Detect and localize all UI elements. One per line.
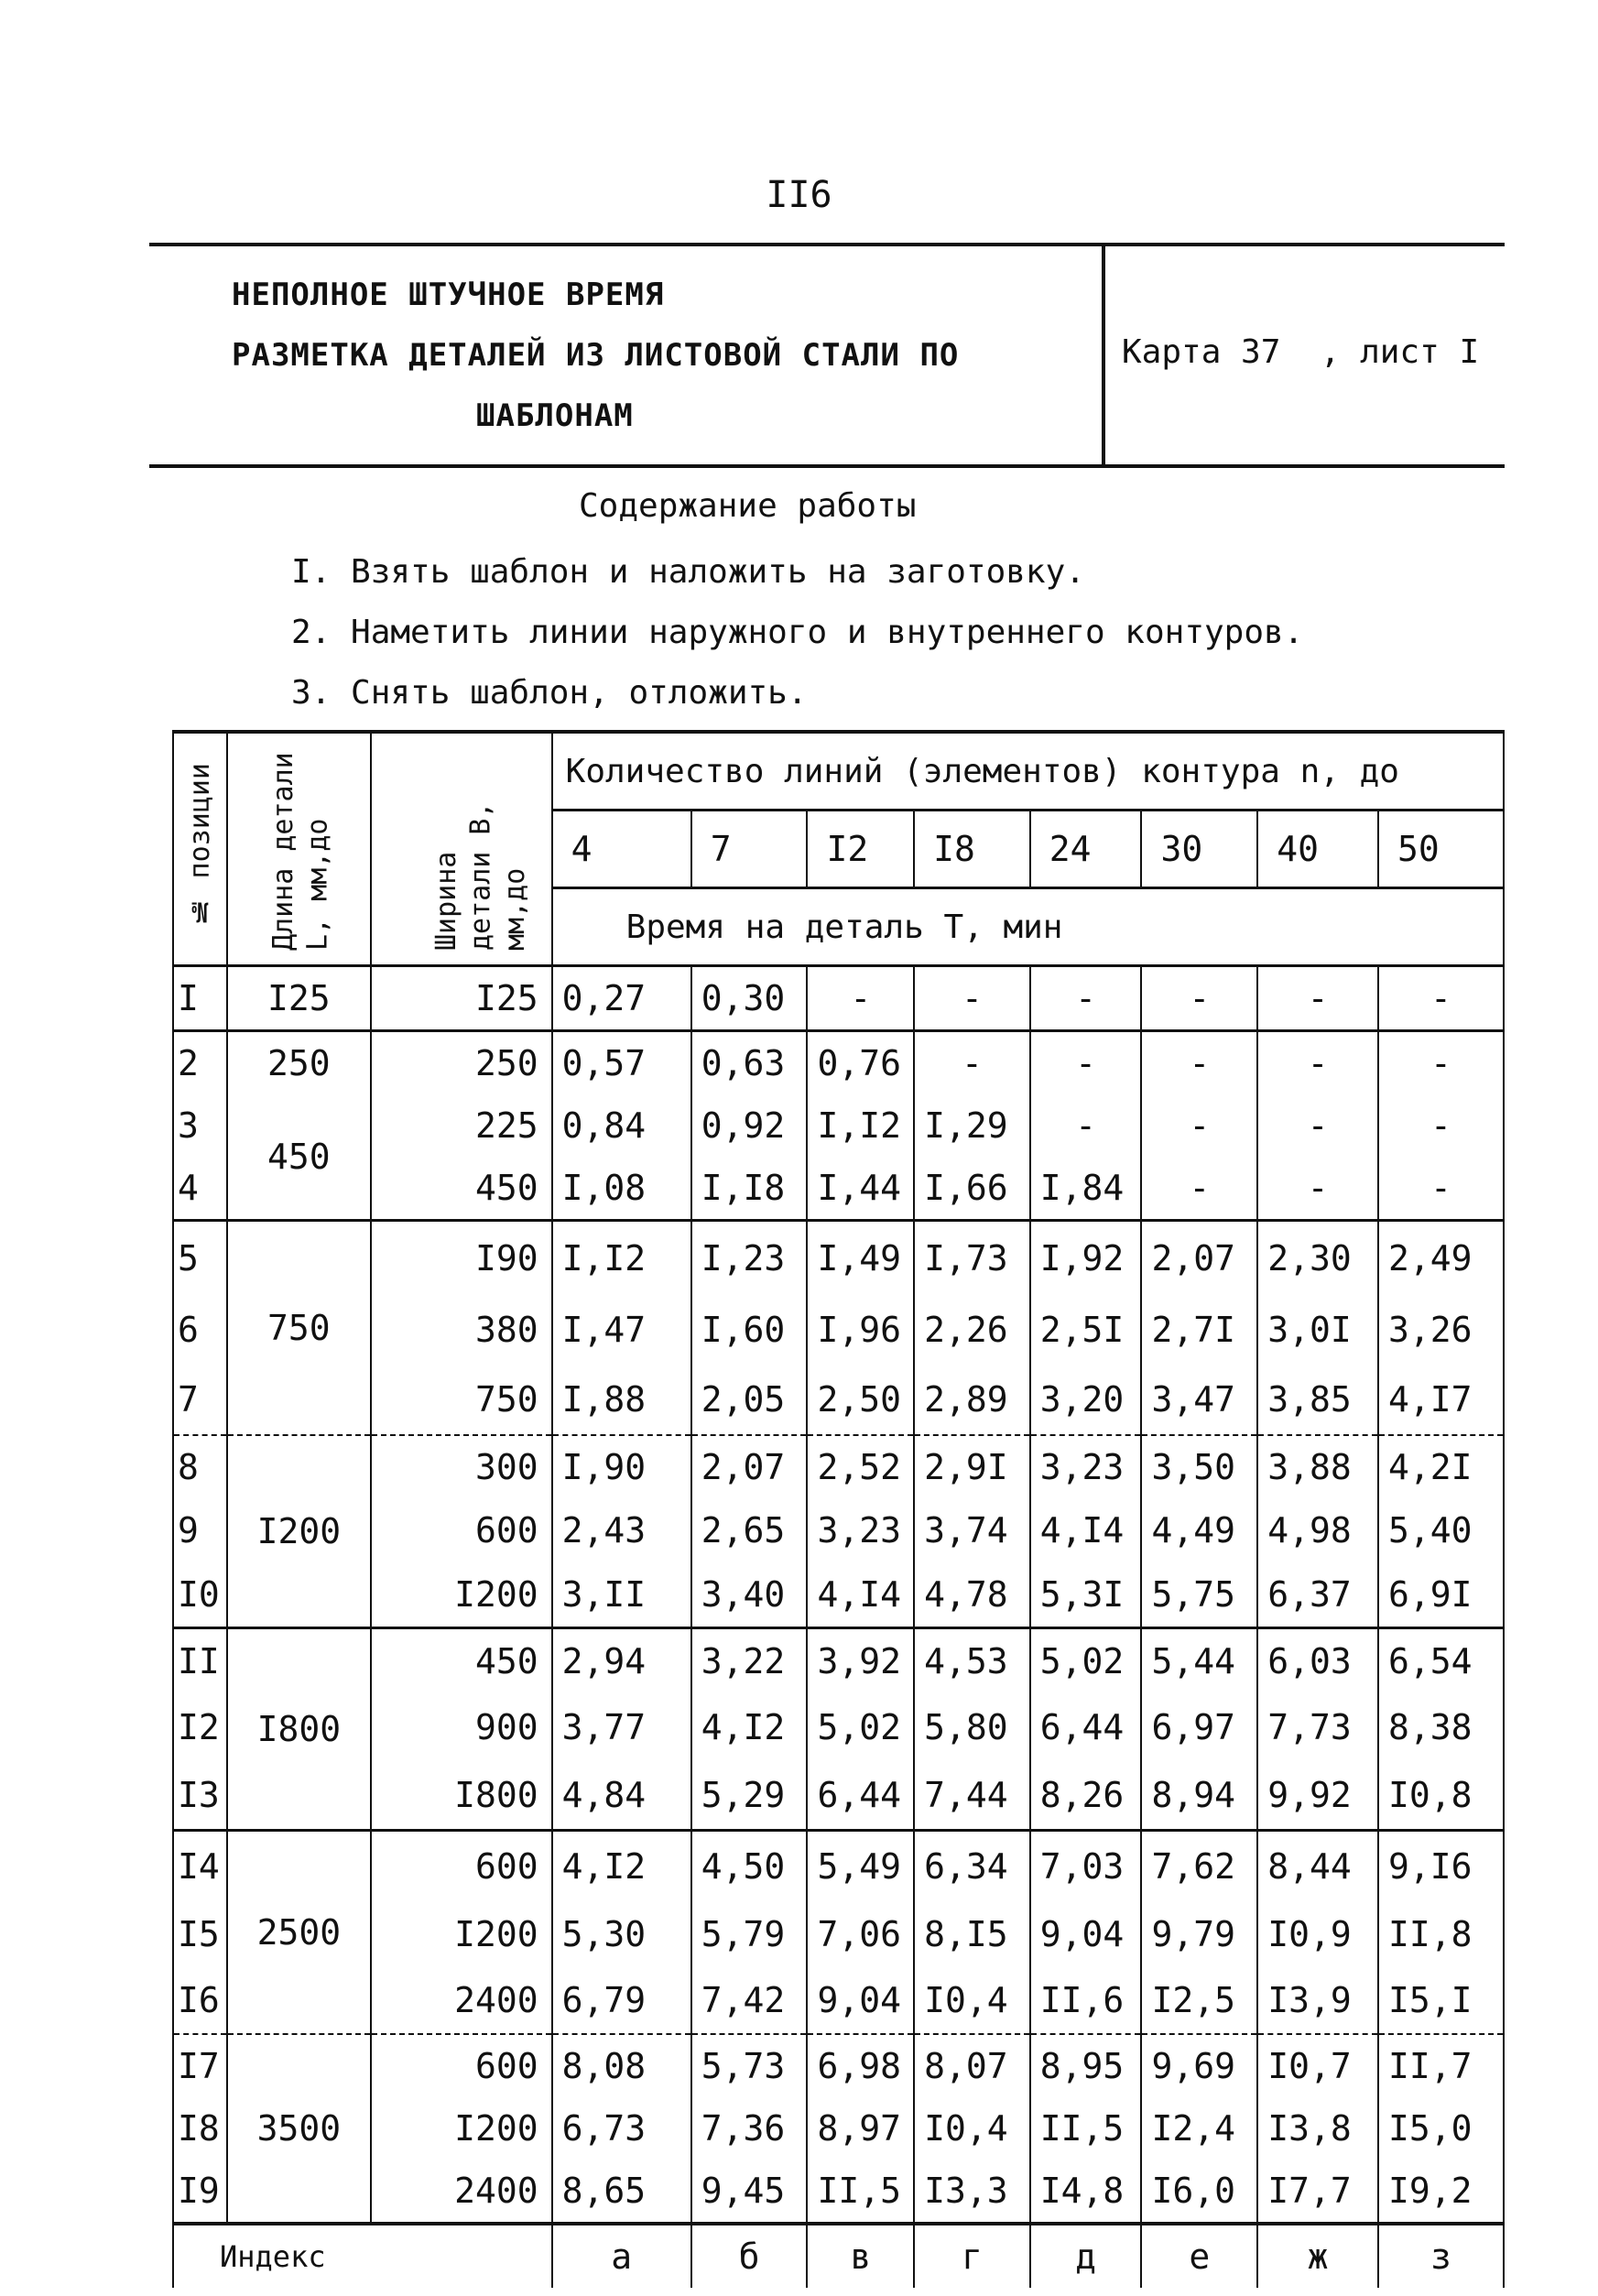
time-cell: 7,03 [1030,1831,1142,1902]
position-cell: 7 [173,1365,227,1435]
time-cell: I,08 [552,1157,691,1221]
index-value: ж [1257,2224,1378,2288]
time-cell: 9,69 [1141,2034,1257,2097]
time-cell: - [1257,1031,1378,1095]
time-cell: 5,49 [807,1831,914,1902]
time-cell: I3,8 [1257,2097,1378,2160]
page-number: II6 [766,174,832,216]
table-row [173,1157,1504,1221]
width-cell: 600 [371,1498,552,1562]
time-cell: 5,44 [1141,1628,1257,1694]
time-cell: - [1141,1031,1257,1095]
time-cell: 5,30 [552,1901,691,1967]
width-cell: 250 [371,1031,552,1095]
header-divider [1102,243,1105,467]
time-cell: 5,3I [1030,1562,1142,1628]
time-cell: I0,4 [914,2097,1030,2160]
time-cell: 7,73 [1257,1693,1378,1761]
time-cell: - [1378,1094,1504,1157]
position-cell: I4 [173,1831,227,1902]
index-row [173,2224,1504,2288]
position-cell: I2 [173,1693,227,1761]
time-cell: 9,I6 [1378,1831,1504,1902]
time-cell: 7,06 [807,1901,914,1967]
index-value: д [1030,2224,1142,2288]
time-cell: 4,I7 [1378,1365,1504,1435]
time-cell: 7,62 [1141,1831,1257,1902]
work-step-1: I. Взять шаблон и наложить на заготовку. [291,553,1085,591]
time-cell: 9,45 [691,2160,808,2224]
time-cell: 2,26 [914,1295,1030,1365]
time-cell: 3,II [552,1562,691,1628]
time-cell: 9,04 [1030,1901,1142,1967]
time-cell: 4,84 [552,1761,691,1831]
table-row [173,1295,1504,1365]
time-cell: 5,79 [691,1901,808,1967]
time-cell: - [1378,1157,1504,1221]
time-cell: 3,23 [1030,1435,1142,1498]
time-cell: I,23 [691,1221,808,1296]
lines-count-value: 30 [1141,811,1257,888]
position-cell: I9 [173,2160,227,2224]
position-cell: 4 [173,1157,227,1221]
time-cell: 2,89 [914,1365,1030,1435]
time-cell: 8,26 [1030,1761,1142,1831]
width-cell: 2400 [371,1967,552,2034]
time-cell: 3,26 [1378,1295,1504,1365]
header-title-line2: РАЗМЕТКА ДЕТАЛЕЙ ИЗ ЛИСТОВОЙ СТАЛИ ПО [232,337,960,374]
time-cell: I,I8 [691,1157,808,1221]
table-row [173,1901,1504,1967]
time-per-part-header: Время на деталь Т, мин [552,888,1504,966]
length-cell: 2500 [227,1831,371,2035]
time-cell: 4,50 [691,1831,808,1902]
time-cell: I,84 [1030,1157,1142,1221]
time-cell: I,90 [552,1435,691,1498]
width-cell: 380 [371,1295,552,1365]
lines-count-value: 7 [691,811,808,888]
time-cell: 2,07 [691,1435,808,1498]
time-cell: 0,92 [691,1094,808,1157]
time-cell: - [1257,1094,1378,1157]
lines-count-value: I2 [807,811,914,888]
time-cell: - [1030,1031,1142,1095]
time-cell: 4,49 [1141,1498,1257,1562]
time-cell: I,I2 [552,1221,691,1296]
table-row [173,1031,1504,1095]
time-cell: I,29 [914,1094,1030,1157]
time-norm-table [172,730,1505,2288]
time-cell: 4,I4 [1030,1498,1142,1562]
time-cell: I5,I [1378,1967,1504,2034]
width-cell: I25 [371,966,552,1031]
time-cell: 9,79 [1141,1901,1257,1967]
time-cell: 0,63 [691,1031,808,1095]
time-cell: I6,0 [1141,2160,1257,2224]
time-cell: 3,20 [1030,1365,1142,1435]
width-cell: I200 [371,1562,552,1628]
length-cell: I25 [227,966,371,1031]
length-cell: 3500 [227,2034,371,2224]
table-row [173,1628,1504,1694]
time-cell: 2,07 [1141,1221,1257,1296]
time-cell: I3,3 [914,2160,1030,2224]
time-cell: 2,43 [552,1498,691,1562]
lines-count-value: 4 [552,811,691,888]
time-cell: 7,42 [691,1967,808,2034]
position-cell: 6 [173,1295,227,1365]
time-cell: 0,84 [552,1094,691,1157]
time-cell: I,73 [914,1221,1030,1296]
time-cell: 3,47 [1141,1365,1257,1435]
length-cell: I800 [227,1628,371,1831]
time-cell: 6,73 [552,2097,691,2160]
time-cell: 5,75 [1141,1562,1257,1628]
time-cell: 3,85 [1257,1365,1378,1435]
index-label: Индекс [173,2224,552,2288]
time-cell: I,I2 [807,1094,914,1157]
time-cell: 0,57 [552,1031,691,1095]
time-cell: 5,73 [691,2034,808,2097]
time-cell: 3,88 [1257,1435,1378,1498]
header-title-line3: ШАБЛОНАМ [476,397,634,434]
time-cell: 3,77 [552,1693,691,1761]
position-cell: II [173,1628,227,1694]
time-cell: - [1141,966,1257,1031]
time-cell: 2,5I [1030,1295,1142,1365]
width-cell: 225 [371,1094,552,1157]
time-cell: 6,79 [552,1967,691,2034]
time-cell: - [807,966,914,1031]
time-cell: - [1030,1094,1142,1157]
table-row [173,1221,1504,1296]
time-cell: 6,98 [807,2034,914,2097]
time-cell: 4,98 [1257,1498,1378,1562]
width-cell: I800 [371,1761,552,1831]
time-cell: 8,08 [552,2034,691,2097]
card-sheet-label: Карта 37 , лист I [1122,333,1480,371]
width-cell: 600 [371,2034,552,2097]
lines-count-value: I8 [914,811,1030,888]
time-cell: 2,50 [807,1365,914,1435]
time-cell: 6,37 [1257,1562,1378,1628]
length-cell: 250 [227,1031,371,1095]
table-row [173,1831,1504,1902]
position-cell: 5 [173,1221,227,1296]
time-cell: 3,74 [914,1498,1030,1562]
position-cell: 9 [173,1498,227,1562]
time-cell: 6,44 [1030,1693,1142,1761]
time-cell: II,8 [1378,1901,1504,1967]
time-cell: II,5 [1030,2097,1142,2160]
time-cell: 5,02 [1030,1628,1142,1694]
position-cell: 3 [173,1094,227,1157]
position-cell: I [173,966,227,1031]
index-value: з [1378,2224,1504,2288]
time-cell: I,88 [552,1365,691,1435]
time-cell: 4,I4 [807,1562,914,1628]
time-cell: 7,36 [691,2097,808,2160]
time-cell: I3,9 [1257,1967,1378,2034]
work-step-3: 3. Снять шаблон, отложить. [291,674,808,712]
time-cell: - [1257,966,1378,1031]
position-cell: I7 [173,2034,227,2097]
time-cell: I,60 [691,1295,808,1365]
index-value: е [1141,2224,1257,2288]
time-cell: I0,9 [1257,1901,1378,1967]
table-row [173,1562,1504,1628]
width-cell: I200 [371,1901,552,1967]
time-cell: II,5 [807,2160,914,2224]
time-cell: II,6 [1030,1967,1142,2034]
lines-count-value: 40 [1257,811,1378,888]
time-cell: 2,30 [1257,1221,1378,1296]
work-contents-title: Содержание работы [579,487,917,525]
time-cell: 7,44 [914,1761,1030,1831]
time-cell: 4,78 [914,1562,1030,1628]
width-cell: 750 [371,1365,552,1435]
index-value: б [691,2224,808,2288]
work-step-2: 2. Наметить линии наружного и внутреннего контуров. [291,614,1304,651]
position-cell: I3 [173,1761,227,1831]
time-cell: I0,4 [914,1967,1030,2034]
time-cell: I9,2 [1378,2160,1504,2224]
time-cell: 9,04 [807,1967,914,2034]
time-cell: 8,38 [1378,1693,1504,1761]
table-row [173,1365,1504,1435]
time-cell: I0,8 [1378,1761,1504,1831]
time-cell: - [1141,1094,1257,1157]
time-cell: 2,52 [807,1435,914,1498]
table-row [173,1094,1504,1157]
time-cell: - [1378,966,1504,1031]
time-cell: 3,92 [807,1628,914,1694]
time-cell: 5,02 [807,1693,914,1761]
time-cell: 3,40 [691,1562,808,1628]
time-cell: 6,54 [1378,1628,1504,1694]
width-cell: I200 [371,2097,552,2160]
time-cell: 4,53 [914,1628,1030,1694]
index-value: г [914,2224,1030,2288]
time-cell: 8,44 [1257,1831,1378,1902]
col-header-position: № позиции [173,732,227,966]
length-cell: I200 [227,1435,371,1628]
time-cell: I,66 [914,1157,1030,1221]
lines-count-value: 24 [1030,811,1142,888]
table-row [173,2160,1504,2224]
table-row [173,1761,1504,1831]
width-cell: 600 [371,1831,552,1902]
index-value: а [552,2224,691,2288]
table-row [173,1498,1504,1562]
position-cell: 2 [173,1031,227,1095]
width-cell: I90 [371,1221,552,1296]
table-row [173,1435,1504,1498]
time-cell: I,47 [552,1295,691,1365]
time-cell: 3,23 [807,1498,914,1562]
width-cell: 450 [371,1157,552,1221]
time-cell: 8,I5 [914,1901,1030,1967]
time-cell: 8,94 [1141,1761,1257,1831]
col-header-length: Длина детали L, мм,до [227,732,371,966]
time-cell: 8,97 [807,2097,914,2160]
col-header-width: Ширина детали В, мм,до [371,732,552,966]
time-cell: 3,0I [1257,1295,1378,1365]
length-cell: 750 [227,1221,371,1436]
table-row [173,1693,1504,1761]
time-cell: 2,94 [552,1628,691,1694]
time-cell: I7,7 [1257,2160,1378,2224]
table-row [173,2097,1504,2160]
time-cell: 6,97 [1141,1693,1257,1761]
lines-count-value: 50 [1378,811,1504,888]
width-cell: 2400 [371,2160,552,2224]
header-bottom-rule [149,464,1505,468]
time-cell: 5,80 [914,1693,1030,1761]
time-cell: 2,7I [1141,1295,1257,1365]
position-cell: I8 [173,2097,227,2160]
table-row [173,1967,1504,2034]
time-cell: 3,50 [1141,1435,1257,1498]
time-cell: I5,0 [1378,2097,1504,2160]
time-cell: I,96 [807,1295,914,1365]
time-cell: I0,7 [1257,2034,1378,2097]
time-cell: 2,9I [914,1435,1030,1498]
width-cell: 450 [371,1628,552,1694]
time-cell: 5,29 [691,1761,808,1831]
time-cell: I2,5 [1141,1967,1257,2034]
time-cell: 0,76 [807,1031,914,1095]
table-row [173,966,1504,1031]
time-cell: I4,8 [1030,2160,1142,2224]
time-cell: I,44 [807,1157,914,1221]
time-cell: I,92 [1030,1221,1142,1296]
time-cell: 0,27 [552,966,691,1031]
time-cell: - [1378,1031,1504,1095]
time-cell: II,7 [1378,2034,1504,2097]
time-cell: - [914,966,1030,1031]
time-cell: I2,4 [1141,2097,1257,2160]
time-cell: 6,03 [1257,1628,1378,1694]
table-row [173,2034,1504,2097]
time-cell: 2,49 [1378,1221,1504,1296]
time-cell: 0,30 [691,966,808,1031]
time-cell: - [1030,966,1142,1031]
width-cell: 900 [371,1693,552,1761]
time-cell: - [1257,1157,1378,1221]
position-cell: 8 [173,1435,227,1498]
length-cell: 450 [227,1094,371,1221]
position-cell: I0 [173,1562,227,1628]
time-cell: 2,65 [691,1498,808,1562]
time-cell: 4,2I [1378,1435,1504,1498]
header-title-line1: НЕПОЛНОЕ ШТУЧНОЕ ВРЕМЯ [232,277,665,313]
time-cell: 3,22 [691,1628,808,1694]
time-cell: 6,9I [1378,1562,1504,1628]
time-cell: 8,95 [1030,2034,1142,2097]
time-cell: - [1141,1157,1257,1221]
time-cell: 8,65 [552,2160,691,2224]
time-cell: 9,92 [1257,1761,1378,1831]
time-cell: 6,34 [914,1831,1030,1902]
time-cell: 4,I2 [552,1831,691,1902]
time-cell: 4,I2 [691,1693,808,1761]
index-value: в [807,2224,914,2288]
header-top-rule [149,243,1505,246]
time-cell: 5,40 [1378,1498,1504,1562]
time-cell: - [914,1031,1030,1095]
time-cell: 8,07 [914,2034,1030,2097]
position-cell: I5 [173,1901,227,1967]
time-cell: 2,05 [691,1365,808,1435]
width-cell: 300 [371,1435,552,1498]
col-header-lines-count: Количество линий (элементов) контура n, до [552,732,1504,811]
time-cell: I,49 [807,1221,914,1296]
position-cell: I6 [173,1967,227,2034]
time-cell: 6,44 [807,1761,914,1831]
